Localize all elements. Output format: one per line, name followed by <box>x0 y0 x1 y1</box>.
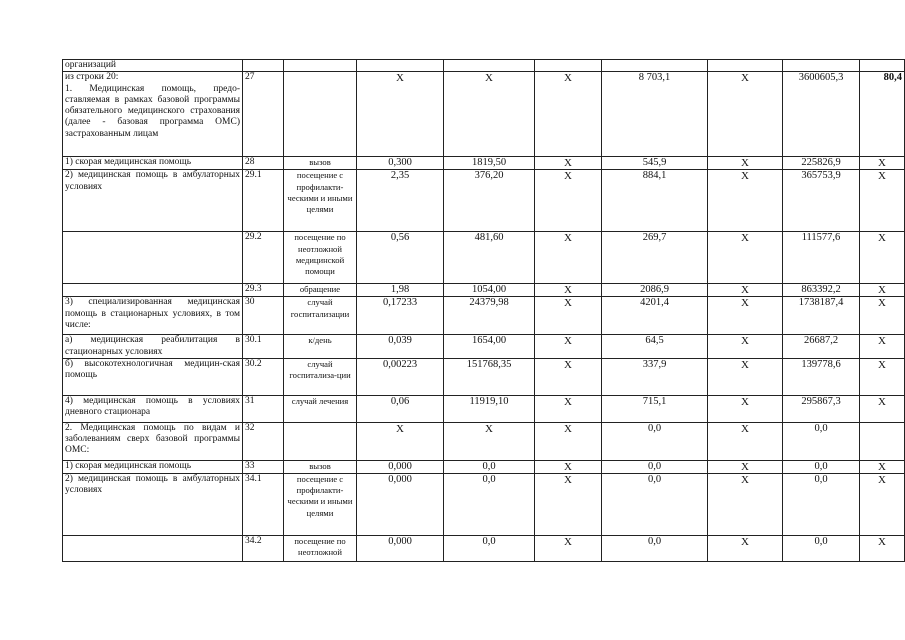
cell-description: 1) скорая медицинская помощь <box>63 460 243 473</box>
table-row <box>63 60 905 72</box>
cell-row-number: 31 <box>243 395 284 422</box>
cell-description: из строки 20: 1. Медицинская помощь, предо-ставляемая в рамках базовой программы обязательного медицинского страхования (далее - базовая программа ОМС) застрахованным лицам <box>63 72 243 157</box>
cell-description: 4) медицинская помощь в условиях дневного стационара <box>63 395 243 422</box>
cell-volume: 0,17233 <box>357 297 444 335</box>
cell-norm: 1819,50 <box>444 157 535 170</box>
cell-volume: 0,00223 <box>357 358 444 395</box>
cell-cost: 8 703,1 <box>602 72 708 157</box>
cell-x-col-a: X <box>535 297 602 335</box>
cell-unit <box>284 422 357 460</box>
table-row <box>63 284 905 297</box>
cell-description: 1) скорая медицинская помощь <box>63 157 243 170</box>
cell-cost: 337,9 <box>602 358 708 395</box>
cell-row-number: 30.1 <box>243 335 284 359</box>
cell-row-number: 29.2 <box>243 232 284 284</box>
cell-norm: 0,0 <box>444 460 535 473</box>
cell-description: б) высокотехнологичная медицин-ская помощь <box>63 358 243 395</box>
cell-volume: 0,039 <box>357 335 444 359</box>
cell-description: 2) медицинская помощь в амбулаторных условиях <box>63 473 243 535</box>
cell-x-col-b: X <box>708 473 783 535</box>
cell-x-col-b: X <box>708 297 783 335</box>
cell-description <box>63 232 243 284</box>
cell-row-number: 33 <box>243 460 284 473</box>
table-row <box>63 473 905 535</box>
cell-row-number: 27 <box>243 72 284 157</box>
cell-row-number <box>243 60 284 72</box>
cell-amount: 26687,2 <box>783 335 860 359</box>
cell-description: организаций <box>63 60 243 72</box>
cell-share: X <box>860 535 905 561</box>
cell-x-col-b: X <box>708 535 783 561</box>
cell-description: а) медицинская реабилитация в стационарных условиях <box>63 335 243 359</box>
cell-norm: 481,60 <box>444 232 535 284</box>
cell-x-col-b <box>708 60 783 72</box>
cell-amount: 0,0 <box>783 473 860 535</box>
cell-amount: 225826,9 <box>783 157 860 170</box>
cell-x-col-a: X <box>535 422 602 460</box>
cell-x-col-b: X <box>708 422 783 460</box>
cell-unit: обращение <box>284 284 357 297</box>
cell-share <box>860 422 905 460</box>
cell-x-col-a: X <box>535 358 602 395</box>
cell-unit: случай госпитализации <box>284 297 357 335</box>
cell-cost: 2086,9 <box>602 284 708 297</box>
cell-cost: 64,5 <box>602 335 708 359</box>
cell-volume: 1,98 <box>357 284 444 297</box>
cell-description <box>63 535 243 561</box>
cell-norm: X <box>444 72 535 157</box>
cell-x-col-b: X <box>708 232 783 284</box>
cell-volume: 0,000 <box>357 473 444 535</box>
cell-unit: случай лечения <box>284 395 357 422</box>
cell-share: X <box>860 358 905 395</box>
cell-share: X <box>860 297 905 335</box>
cell-x-col-a: X <box>535 535 602 561</box>
cell-amount: 295867,3 <box>783 395 860 422</box>
cell-cost <box>602 60 708 72</box>
cell-x-col-a: X <box>535 157 602 170</box>
cell-cost: 4201,4 <box>602 297 708 335</box>
cell-volume: 0,300 <box>357 157 444 170</box>
table-row <box>63 232 905 284</box>
cell-volume: 0,000 <box>357 535 444 561</box>
cell-volume: 2,35 <box>357 170 444 232</box>
cell-share <box>860 60 905 72</box>
cell-x-col-a: X <box>535 72 602 157</box>
cell-x-col-b: X <box>708 284 783 297</box>
cell-x-col-a: X <box>535 335 602 359</box>
cell-row-number: 34.2 <box>243 535 284 561</box>
cell-x-col-a: X <box>535 232 602 284</box>
cell-x-col-b: X <box>708 460 783 473</box>
cell-row-number: 29.1 <box>243 170 284 232</box>
cell-row-number: 29.3 <box>243 284 284 297</box>
cell-unit: к/день <box>284 335 357 359</box>
cell-unit: посещение по неотложной медицинской помощи <box>284 232 357 284</box>
cell-row-number: 32 <box>243 422 284 460</box>
cell-x-col-b: X <box>708 358 783 395</box>
cell-cost: 0,0 <box>602 422 708 460</box>
table-row <box>63 535 905 561</box>
cell-share: X <box>860 460 905 473</box>
cell-unit: случай госпитализа-ции <box>284 358 357 395</box>
cell-x-col-a <box>535 60 602 72</box>
cell-norm: 24379,98 <box>444 297 535 335</box>
cell-share: X <box>860 157 905 170</box>
cell-amount: 365753,9 <box>783 170 860 232</box>
cell-x-col-a: X <box>535 395 602 422</box>
cell-norm: 0,0 <box>444 473 535 535</box>
cell-description: 2. Медицинская помощь по видам и заболеваниям сверх базовой программы ОМС: <box>63 422 243 460</box>
cell-x-col-b: X <box>708 72 783 157</box>
cell-norm: 376,20 <box>444 170 535 232</box>
cell-amount: 3600605,3 <box>783 72 860 157</box>
cell-amount: 0,0 <box>783 422 860 460</box>
cell-share: X <box>860 395 905 422</box>
cell-cost: 715,1 <box>602 395 708 422</box>
cell-x-col-b: X <box>708 395 783 422</box>
cell-amount: 0,0 <box>783 460 860 473</box>
cell-x-col-a: X <box>535 473 602 535</box>
cell-share: X <box>860 473 905 535</box>
cell-unit <box>284 60 357 72</box>
cell-cost: 269,7 <box>602 232 708 284</box>
table-row <box>63 297 905 335</box>
cell-volume: 0,56 <box>357 232 444 284</box>
cell-description: 2) медицинская помощь в амбулаторных условиях <box>63 170 243 232</box>
cell-cost: 0,0 <box>602 460 708 473</box>
cell-volume: X <box>357 72 444 157</box>
cell-unit: посещение по неотложной <box>284 535 357 561</box>
cell-norm: 151768,35 <box>444 358 535 395</box>
cell-norm: 1054,00 <box>444 284 535 297</box>
cell-share: X <box>860 284 905 297</box>
budget-table <box>62 59 905 562</box>
cell-volume: 0,000 <box>357 460 444 473</box>
cell-amount <box>783 60 860 72</box>
cell-unit: посещение с профилакти-ческими и иными целями <box>284 473 357 535</box>
table-row <box>63 170 905 232</box>
table-row <box>63 358 905 395</box>
table-row <box>63 422 905 460</box>
cell-x-col-a: X <box>535 284 602 297</box>
cell-volume: X <box>357 422 444 460</box>
cell-volume: 0,06 <box>357 395 444 422</box>
cell-norm: 11919,10 <box>444 395 535 422</box>
cell-amount: 863392,2 <box>783 284 860 297</box>
table-row <box>63 335 905 359</box>
cell-cost: 884,1 <box>602 170 708 232</box>
cell-share: X <box>860 335 905 359</box>
cell-row-number: 28 <box>243 157 284 170</box>
cell-x-col-a: X <box>535 170 602 232</box>
cell-norm: 0,0 <box>444 535 535 561</box>
table-row <box>63 72 905 157</box>
cell-norm: 1654,00 <box>444 335 535 359</box>
cell-description <box>63 284 243 297</box>
cell-amount: 1738187,4 <box>783 297 860 335</box>
cell-share: X <box>860 170 905 232</box>
table-body <box>63 60 905 562</box>
cell-unit <box>284 72 357 157</box>
cell-cost: 0,0 <box>602 535 708 561</box>
cell-amount: 0,0 <box>783 535 860 561</box>
table-row <box>63 460 905 473</box>
cell-volume <box>357 60 444 72</box>
cell-cost: 0,0 <box>602 473 708 535</box>
cell-row-number: 30.2 <box>243 358 284 395</box>
cell-unit: посещение с профилакти-ческими и иными целями <box>284 170 357 232</box>
cell-description: 3) специализированная медицинская помощь в стационарных условиях, в том числе: <box>63 297 243 335</box>
cell-cost: 545,9 <box>602 157 708 170</box>
table-row <box>63 157 905 170</box>
cell-share: 80,4 <box>860 72 905 157</box>
cell-unit: вызов <box>284 460 357 473</box>
cell-share: X <box>860 232 905 284</box>
cell-row-number: 30 <box>243 297 284 335</box>
cell-norm: X <box>444 422 535 460</box>
cell-amount: 139778,6 <box>783 358 860 395</box>
cell-norm <box>444 60 535 72</box>
cell-row-number: 34.1 <box>243 473 284 535</box>
cell-x-col-b: X <box>708 157 783 170</box>
table-row <box>63 395 905 422</box>
cell-amount: 111577,6 <box>783 232 860 284</box>
cell-x-col-b: X <box>708 170 783 232</box>
cell-x-col-b: X <box>708 335 783 359</box>
cell-x-col-a: X <box>535 460 602 473</box>
cell-unit: вызов <box>284 157 357 170</box>
